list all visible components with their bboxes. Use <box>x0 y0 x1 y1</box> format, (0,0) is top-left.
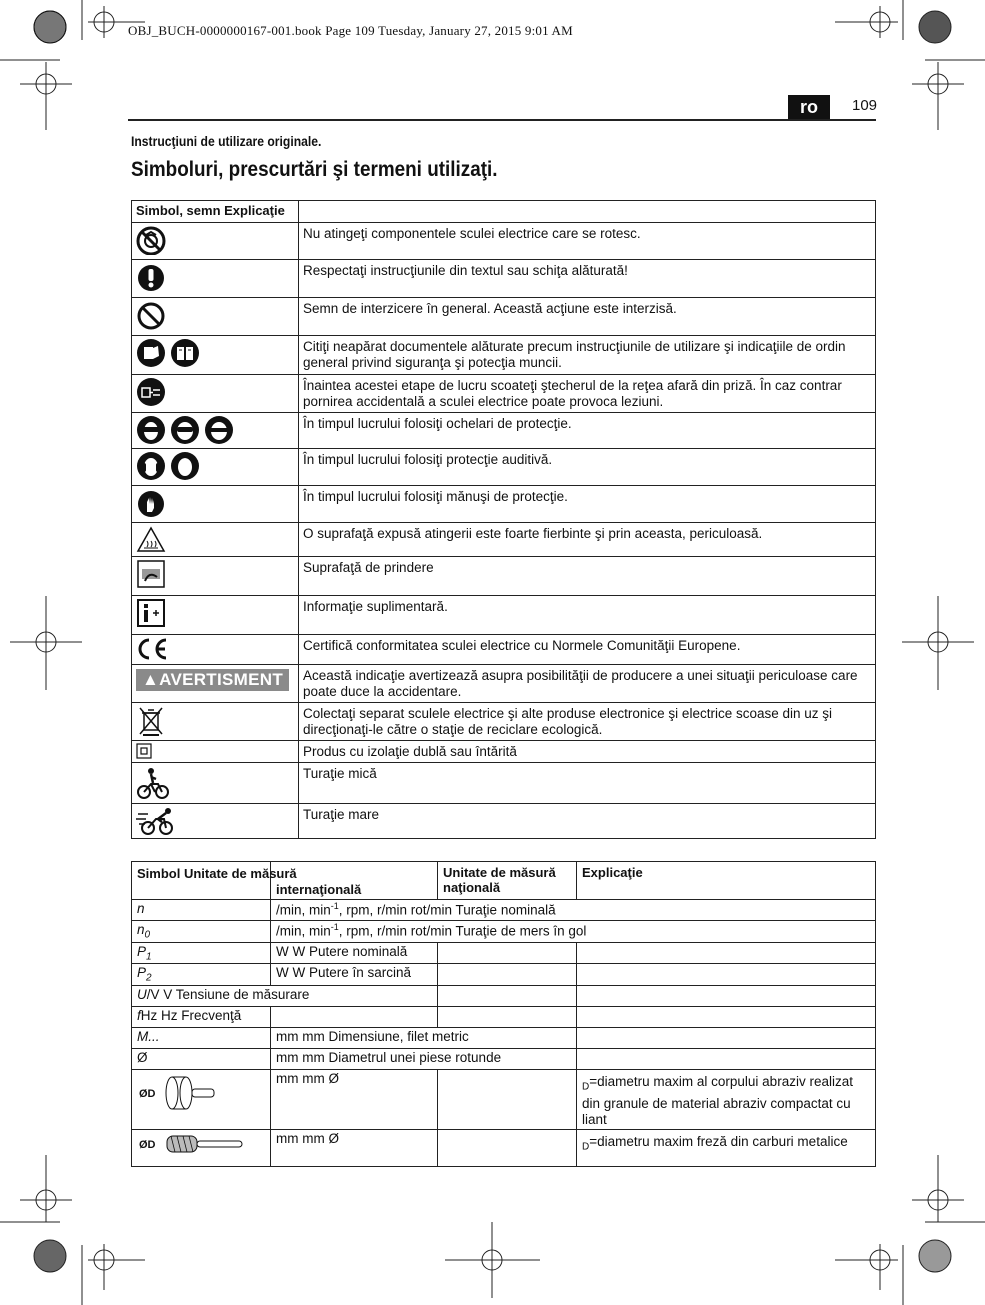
units-table <box>131 861 876 1167</box>
crosshair-bottom-left-2 <box>82 1244 145 1305</box>
color-target-top-left <box>34 11 66 43</box>
table-row: $P_1$ W W Putere nominală <box>132 942 876 964</box>
symbol-cell: P <box>137 943 147 959</box>
table-row <box>132 1007 876 1028</box>
row-text: Citiţi neapărat documentele alăturate precum instrucţiunile de utilizare şi indicaţiile de ordin general privind siguranţa şi potecţia muncii. <box>299 336 876 375</box>
book-info-header: OBJ_BUCH-0000000167-001.book Page 109 Tuesday, January 27, 2015 9:01 AM <box>128 23 573 38</box>
table-row <box>132 804 876 839</box>
warning-badge <box>136 669 289 691</box>
table-row <box>132 665 876 703</box>
table-row <box>132 557 876 596</box>
prohibition-icon <box>136 300 166 330</box>
crosshair-bottom-right-1 <box>912 1155 985 1222</box>
slow-speed-cyclist-icon <box>136 765 170 801</box>
symbol-cell: n <box>137 922 145 937</box>
row-text: Respectaţi instrucţiunile din textul sau schiţa alăturată! <box>299 260 876 298</box>
row-text: Turaţie mare <box>299 804 876 839</box>
goggles-icon <box>204 415 234 445</box>
row-content: mm mm Ø <box>271 1070 438 1130</box>
table-row <box>132 336 876 375</box>
units-header-col2: Unitate de măsură <box>443 865 556 880</box>
row-content: W W Putere în sarcină <box>271 964 438 986</box>
table-row <box>132 298 876 336</box>
symbols-header-cell: Simbol, semn Explicaţie <box>132 201 299 223</box>
table-row <box>132 763 876 804</box>
table-row <box>132 741 876 763</box>
symbols-table-header <box>132 201 876 223</box>
crosshair-top-left-2 <box>0 60 72 130</box>
document-subtitle: Instrucţiuni de utilizare originale. <box>131 134 322 149</box>
symbol-cell: M... <box>137 1029 160 1045</box>
ce-mark-icon <box>136 637 170 661</box>
svg-text:ØD: ØD <box>139 1138 156 1151</box>
table-row <box>132 986 876 1007</box>
row-content: W W Putere nominală <box>271 942 438 964</box>
crosshair-bottom-left-1 <box>0 1155 72 1222</box>
info-icon <box>136 598 166 628</box>
symbol-cell: P <box>137 965 147 981</box>
grip-surface-icon <box>136 559 166 589</box>
carbide-burr-diameter-icon <box>137 1131 247 1157</box>
unplug-icon <box>136 377 166 407</box>
page-number: 109 <box>852 97 878 114</box>
table-row <box>132 375 876 413</box>
row-text: Această indicaţie avertizează asupra posibilităţii de producere a unei situaţii periculoase care poate duce la accidentare. <box>299 665 876 703</box>
units-header-col2b: naţională <box>443 880 501 895</box>
symbols-table <box>131 200 876 839</box>
units-header-col1: Simbol Unitate de măsură <box>137 866 297 881</box>
row-content: /min, $\min^{-1}$, rpm, r/min rot/min Turaţie nominală <box>271 900 876 921</box>
row-text: Suprafaţă de prindere <box>299 557 876 596</box>
row-text: Produs cu izolaţie dublă sau întărită <box>299 741 876 763</box>
table-row <box>132 635 876 665</box>
units-header-symbol <box>132 862 297 900</box>
table-row: $P_2$ W W Putere în sarcină <box>132 964 876 986</box>
table-row <box>132 1028 876 1049</box>
row-text: Colectaţi separat sculele electrice şi alte produse electronice şi electrice scoase din uz şi direcţionaţi-le către o staţie de reciclare ecologică. <box>299 703 876 741</box>
row-text: Turaţie mică <box>299 763 876 804</box>
row-text: Înaintea acestei etape de lucru scoateţi ştecherul de la reţea afară din priză. În caz contrar pornirea accidentală a sculei electrice poate provoca leziuni. <box>299 375 876 413</box>
crosshair-mid-right <box>902 596 974 690</box>
color-target-bottom-left <box>34 1240 66 1272</box>
symbol-cell: Ø <box>137 1050 148 1066</box>
crosshair-mid-left <box>10 596 82 690</box>
double-insulation-icon <box>136 743 152 759</box>
hearing-protection-icon <box>136 451 166 481</box>
svg-text:ØD: ØD <box>139 1088 156 1101</box>
table-row <box>132 449 876 486</box>
table-row <box>132 703 876 741</box>
header-rule <box>128 119 876 121</box>
table-row <box>132 223 876 260</box>
table-row <box>132 1070 876 1130</box>
table-row: $n_0$ /min, $\min^{-1}$, rpm, r/min rot/min Turaţie de mers în gol <box>132 921 876 943</box>
no-touch-rotating-icon <box>136 225 166 255</box>
table-row <box>132 596 876 635</box>
color-target-top-right <box>919 11 951 43</box>
page-heading: Simboluri, prescurtări şi termeni utilizaţi. <box>131 158 498 181</box>
row-text: Semn de interzicere în general. Această acţiune este interzisă. <box>299 298 876 336</box>
table-row <box>132 413 876 449</box>
units-header-col1b: internaţională <box>276 882 362 897</box>
table-row <box>132 1129 876 1166</box>
row-text: În timpul lucrului folosiţi mănuşi de protecţie. <box>299 486 876 523</box>
units-header-explanation: Explicaţie <box>577 862 876 900</box>
row-text: Nu atingeţi componentele sculei electrice care se rotesc. <box>299 223 876 260</box>
face-shield-icon <box>136 415 166 445</box>
table-row <box>132 523 876 557</box>
exclamation-icon <box>136 262 166 292</box>
weee-bin-icon <box>136 705 166 737</box>
grinding-wheel-diameter-icon <box>137 1071 217 1115</box>
explanation-cell: $_D$=diametru maxim freză din carburi metalice <box>577 1129 876 1166</box>
crosshair-top-right-2 <box>912 60 985 130</box>
row-text: Certifică conformitatea sculei electrice cu Normele Comunităţii Europene. <box>299 635 876 665</box>
crosshair-bottom-center <box>445 1222 540 1298</box>
crosshair-top-right-1 <box>835 0 903 40</box>
warning-badge-label: AVERTISMENT <box>159 670 284 689</box>
table-row <box>132 1049 876 1070</box>
ear-muffs-icon <box>170 451 200 481</box>
row-text: În timpul lucrului folosiţi protecţie auditivă. <box>299 449 876 486</box>
gloves-icon <box>136 488 166 518</box>
units-header-national <box>438 862 577 900</box>
crosshair-bottom-right-2 <box>835 1244 903 1305</box>
row-content: mm mm Dimensiune, filet metric <box>271 1028 577 1049</box>
eye-protection-icon <box>170 415 200 445</box>
units-table-header <box>132 862 876 900</box>
table-row <box>132 900 876 921</box>
row-content: fHz Hz Frecvenţă <box>132 1007 271 1028</box>
fast-speed-cyclist-icon <box>136 806 178 836</box>
row-text: Informaţie suplimentară. <box>299 596 876 635</box>
row-content: /min, $\min^{-1}$, rpm, r/min rot/min Turaţie de mers în gol <box>271 921 876 943</box>
warning-triangle-icon: ▲ <box>142 670 160 689</box>
language-tag: ro <box>788 95 830 119</box>
symbols-header-empty <box>299 201 876 223</box>
hot-surface-icon <box>136 525 166 553</box>
row-text: În timpul lucrului folosiţi ochelari de protecţie. <box>299 413 876 449</box>
row-content: U/V V Tensiune de măsurare <box>132 986 438 1007</box>
color-target-bottom-right <box>919 1240 951 1272</box>
explanation-cell: $_D$=diametru maxim al corpului abraziv realizat din granule de material abraziv compactat cu liant <box>577 1070 876 1130</box>
row-text: O suprafaţă expusă atingerii este foarte fierbinte şi prin aceasta, periculoasă. <box>299 523 876 557</box>
row-content: mm mm Diametrul unei piese rotunde <box>271 1049 577 1070</box>
table-row <box>132 486 876 523</box>
table-row <box>132 260 876 298</box>
symbol-cell: n <box>137 901 145 916</box>
read-manual-icon <box>136 338 166 368</box>
row-content: mm mm Ø <box>271 1129 438 1166</box>
manual-book-icon <box>170 338 200 368</box>
